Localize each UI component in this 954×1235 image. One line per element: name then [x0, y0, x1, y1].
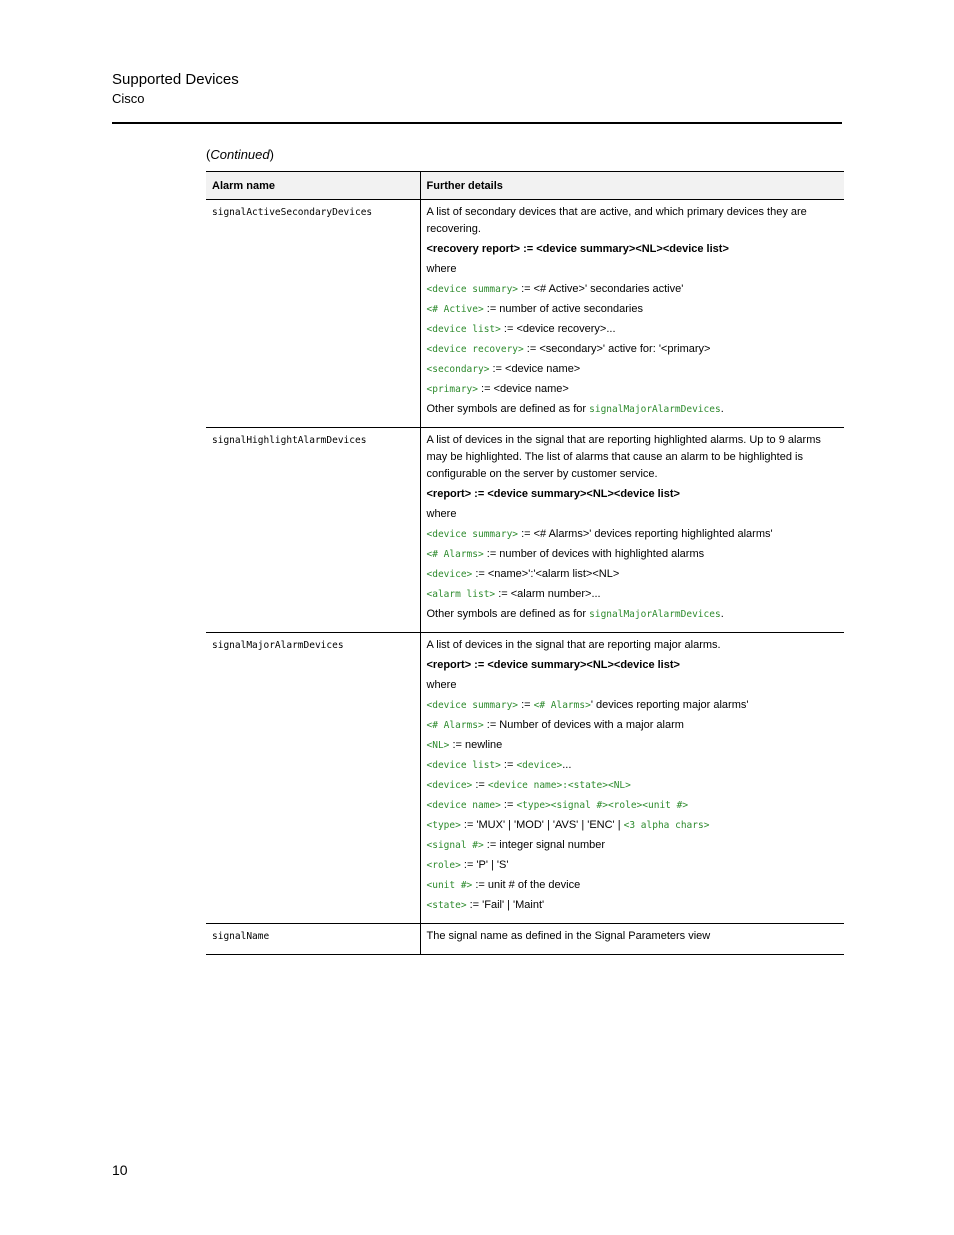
reference-link[interactable]: signalMajorAlarmDevices: [589, 609, 721, 620]
details-description: A list of devices in the signal that are reporting highlighted alarms. Up to 9 alarms may be highlighted. The list of alarms that cause an alarm to be highlighted is configurable on the server by customer service.: [426, 434, 821, 480]
details-formula: <report> := <device summary><NL><device list>: [426, 488, 680, 500]
definition-text: := number of active secondaries: [483, 303, 643, 315]
symbol: <device>: [516, 760, 563, 771]
definition-line: [427, 777, 839, 794]
symbol: <unit #>: [426, 880, 473, 891]
symbol: <primary>: [426, 384, 478, 395]
table-row: [206, 633, 844, 924]
definition-line: [427, 301, 839, 318]
definition-text: := <secondary>' active for: '<primary>: [523, 343, 711, 355]
table-row: [206, 924, 844, 955]
details-cell: [420, 633, 844, 924]
definition-line: [427, 797, 839, 814]
definition-mid: :=: [472, 779, 488, 791]
page-header-subtitle: Cisco: [112, 91, 145, 106]
details-formula: <report> := <device summary><NL><device list>: [426, 659, 680, 671]
other-symbols-note: [427, 401, 839, 418]
definition-text: := <# Active>' secondaries active': [518, 283, 684, 295]
definition-text: := <device name>: [489, 363, 581, 375]
definition-line: [427, 877, 839, 894]
alarm-name: signalMajorAlarmDevices: [212, 640, 344, 651]
definition-mid: :=: [500, 799, 517, 811]
definition-text: := Number of devices with a major alarm: [483, 719, 684, 731]
symbol: <secondary>: [426, 364, 490, 375]
details-description: A list of devices in the signal that are reporting major alarms.: [426, 639, 721, 651]
alarm-name-cell: [206, 924, 420, 955]
definition-mid: :=: [500, 759, 517, 771]
definition-text: := number of devices with highlighted alarms: [483, 548, 705, 560]
details-cell: [420, 200, 844, 428]
other-symbols-note: [427, 606, 839, 623]
definition-line: [427, 837, 839, 854]
symbol: <alarm list>: [426, 589, 496, 600]
definition-text: := <device recovery>...: [500, 323, 616, 335]
definition-line: [427, 697, 839, 714]
definition-line: [427, 381, 839, 398]
reference-link[interactable]: signalMajorAlarmDevices: [589, 404, 721, 415]
symbol: <device name>:<state><NL>: [487, 780, 631, 791]
symbol: <# Alarms>: [426, 549, 484, 560]
symbol: <type><signal #><role><unit #>: [516, 800, 689, 811]
definition-line: [427, 737, 839, 754]
table-header-row: [206, 172, 844, 200]
continued-label: (Continued): [206, 147, 274, 162]
definition-text: ' devices reporting major alarms': [590, 699, 749, 711]
symbol: <device>: [426, 569, 473, 580]
definition-line: [427, 321, 839, 338]
symbol: <device name>: [426, 800, 501, 811]
symbol: <signal #>: [426, 840, 484, 851]
page-header-title: Supported Devices: [112, 71, 239, 88]
definition-line: [427, 281, 839, 298]
alarm-name: signalName: [212, 931, 270, 942]
definition-text: := newline: [449, 739, 503, 751]
definition-line: [427, 757, 839, 774]
details-where: where: [426, 263, 457, 275]
alarm-name: signalActiveSecondaryDevices: [212, 207, 373, 218]
definition-line: [427, 857, 839, 874]
definition-text: := <alarm number>...: [495, 588, 601, 600]
definition-line: [427, 361, 839, 378]
symbol: <device recovery>: [426, 344, 524, 355]
details-formula: <recovery report> := <device summary><NL><device list>: [426, 243, 729, 255]
symbol: <device list>: [426, 760, 501, 771]
details-where: where: [426, 679, 457, 691]
symbol: <type>: [426, 820, 461, 831]
table-row: [206, 428, 844, 633]
definition-line: [427, 817, 839, 834]
details-cell: [420, 924, 844, 955]
continued-text: Continued: [210, 147, 270, 162]
details-description: The signal name as defined in the Signal Parameters view: [426, 930, 711, 942]
alarm-name-cell: [206, 428, 420, 633]
definition-text: ...: [562, 759, 572, 771]
symbol: <# Alarms>: [533, 700, 591, 711]
definition-mid: := 'MUX' | 'MOD' | 'AVS' | 'ENC' |: [460, 819, 624, 831]
alarm-table: [206, 171, 844, 955]
definition-text: := <# Alarms>' devices reporting highlighted alarms': [518, 528, 773, 540]
symbol: <3 alpha chars>: [623, 820, 710, 831]
definition-text: := <device name>: [477, 383, 569, 395]
symbol: <# Alarms>: [426, 720, 484, 731]
column-header-further-details: Further details: [420, 172, 844, 200]
definition-line: [427, 566, 839, 583]
column-header-alarm-name: Alarm name: [206, 172, 420, 200]
note-suffix: .: [720, 403, 724, 415]
note-suffix: .: [720, 608, 724, 620]
definition-text: := 'Fail' | 'Maint': [466, 899, 545, 911]
symbol: <role>: [426, 860, 461, 871]
definition-line: [427, 717, 839, 734]
page-number: 10: [112, 1162, 128, 1178]
definition-mid: :=: [518, 699, 534, 711]
symbol: <device summary>: [426, 529, 519, 540]
table-row: [206, 200, 844, 428]
alarm-name-cell: [206, 200, 420, 428]
symbol: <state>: [426, 900, 467, 911]
symbol: <device list>: [426, 324, 501, 335]
symbol: <device>: [426, 780, 473, 791]
symbol: <NL>: [426, 740, 450, 751]
details-cell: [420, 428, 844, 633]
symbol: <device summary>: [426, 284, 519, 295]
header-rule: [112, 122, 842, 124]
definition-line: [427, 341, 839, 358]
definition-line: [427, 526, 839, 543]
symbol: <device summary>: [426, 700, 519, 711]
note-text: Other symbols are defined as for: [426, 403, 590, 415]
definition-line: [427, 586, 839, 603]
definition-text: := <name>':'<alarm list><NL>: [472, 568, 620, 580]
definition-text: := 'P' | 'S': [460, 859, 509, 871]
details-description: A list of secondary devices that are active, and which primary devices they are recovering.: [426, 206, 807, 235]
symbol: <# Active>: [426, 304, 484, 315]
definition-text: := integer signal number: [483, 839, 606, 851]
note-text: Other symbols are defined as for: [426, 608, 590, 620]
alarm-name-cell: [206, 633, 420, 924]
definition-text: := unit # of the device: [472, 879, 581, 891]
details-where: where: [426, 508, 457, 520]
definition-line: [427, 546, 839, 563]
definition-line: [427, 897, 839, 914]
alarm-name: signalHighlightAlarmDevices: [212, 435, 367, 446]
